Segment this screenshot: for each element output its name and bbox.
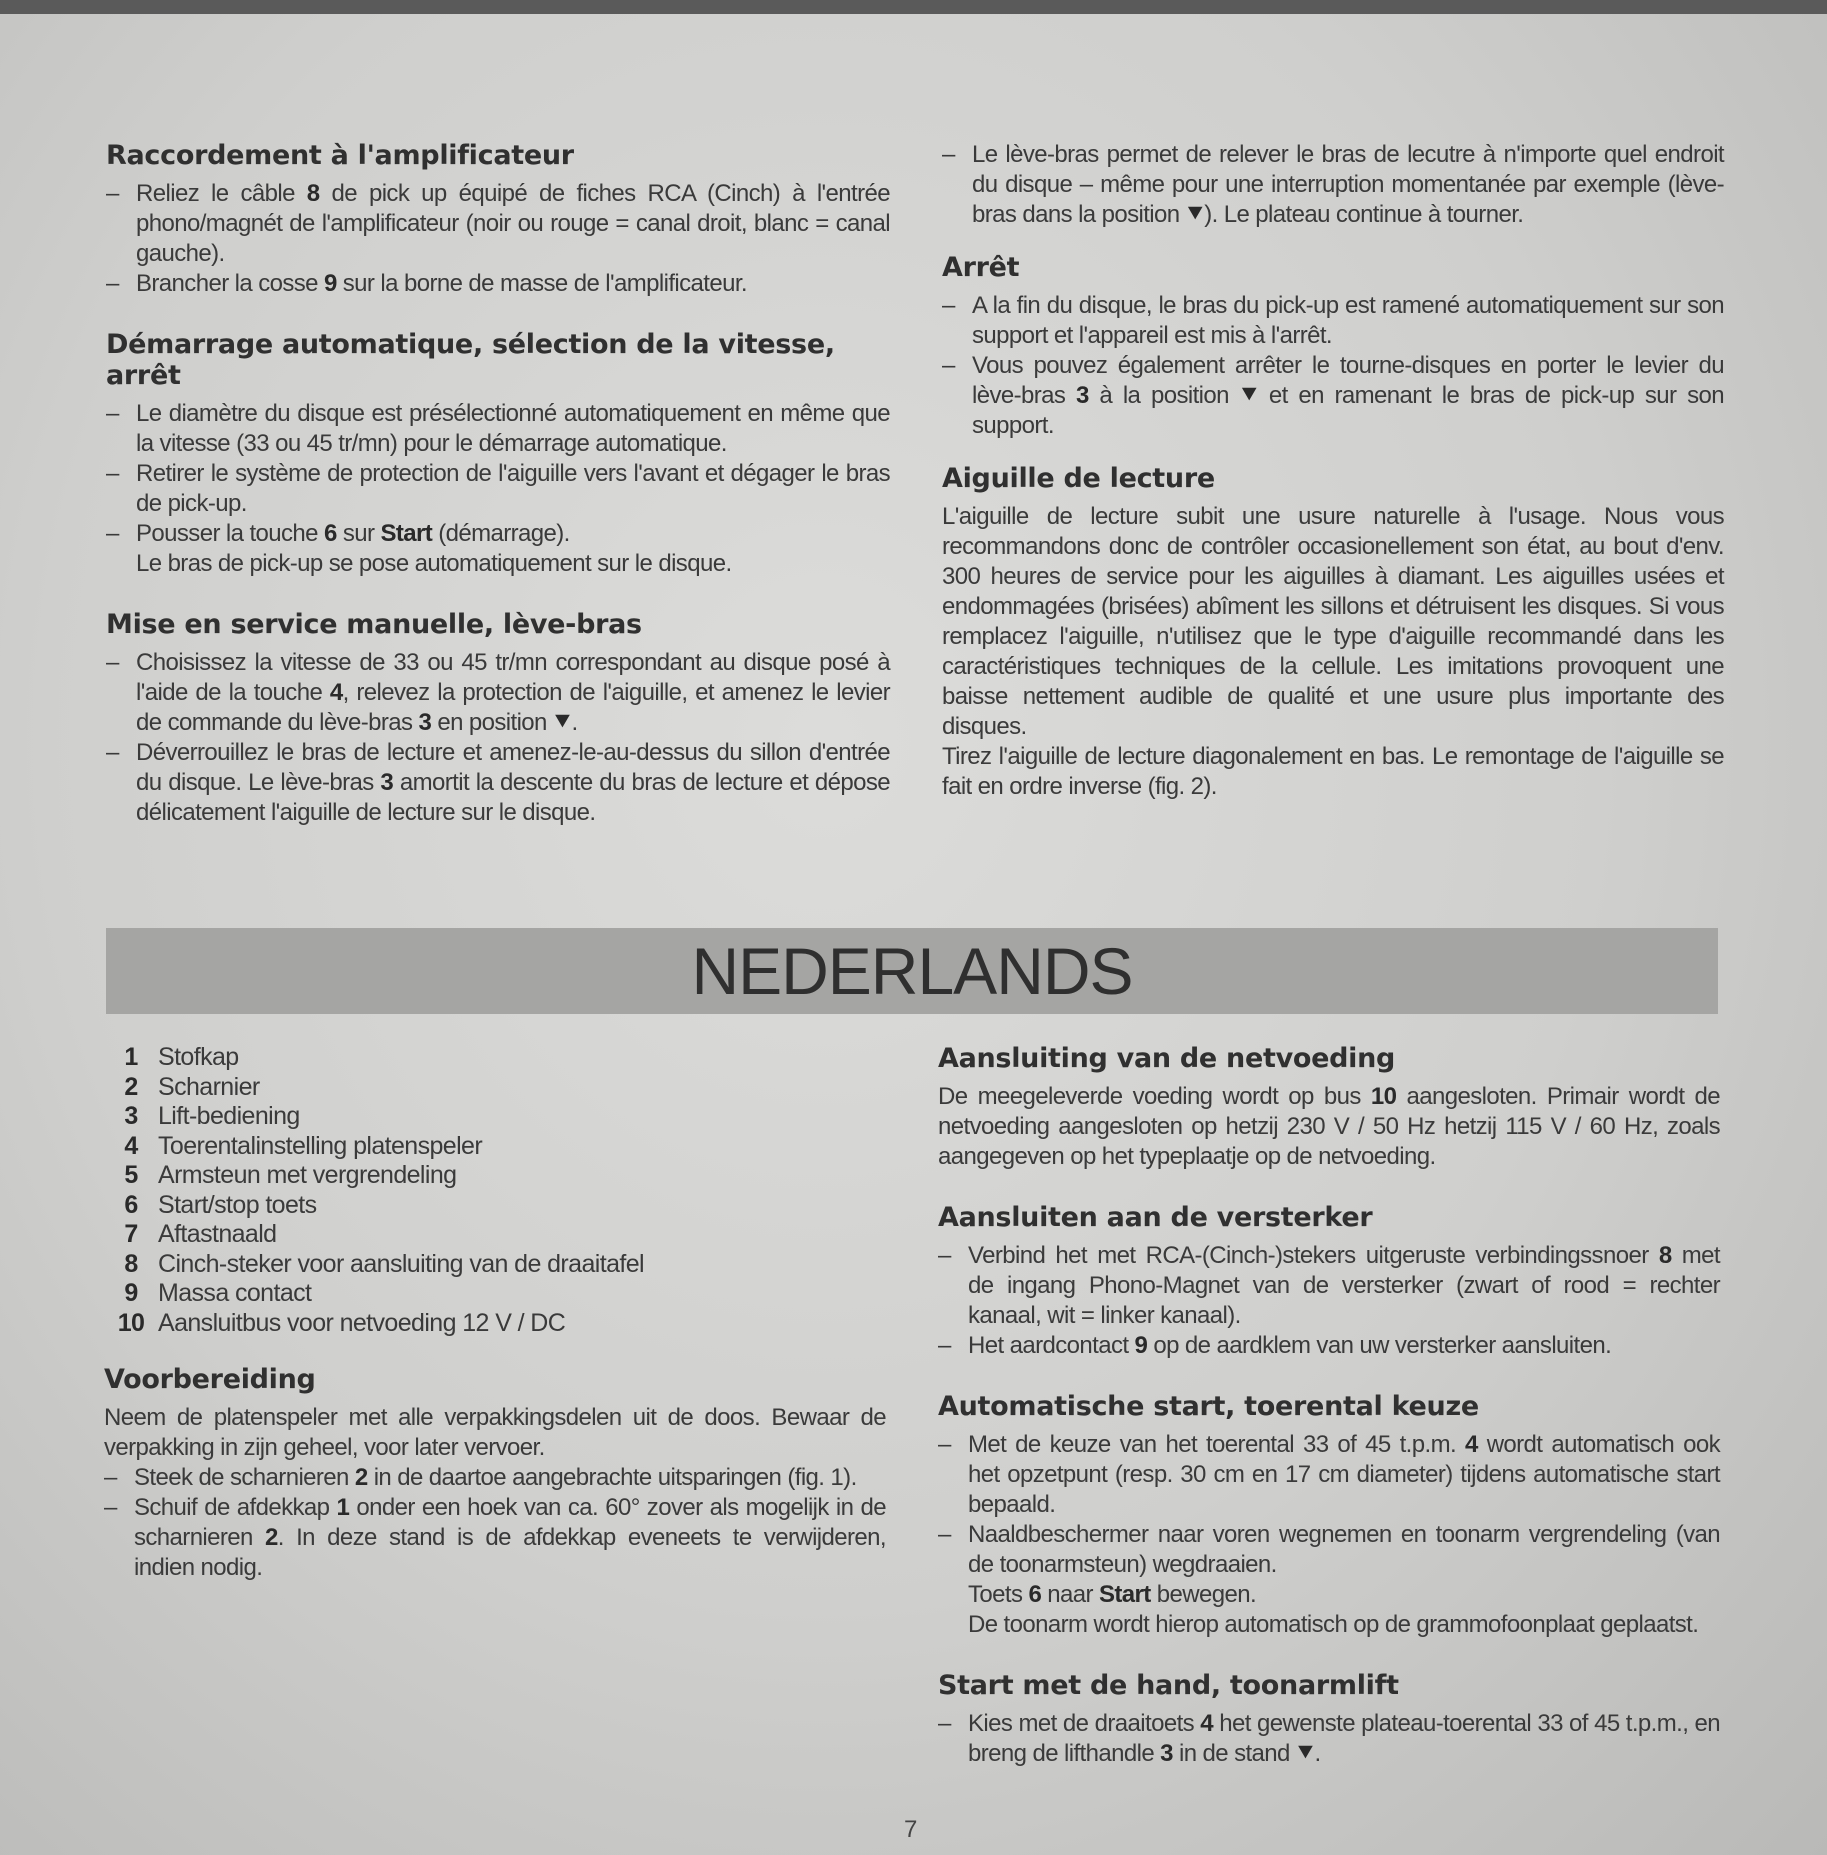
list-item: – Kies met de draaitoets 4 het gewenste plateau-toerental 33 of 45 t.p.m., en breng de lifthandle 3 in de stand ⯆.	[938, 1709, 1720, 1769]
list-item: – A la fin du disque, le bras du pick-up est ramené automatiquement sur son support et l'appareil est mis à l'arrêt.	[942, 291, 1724, 351]
lift-down-icon: ⯆	[1295, 1740, 1315, 1767]
part-item: 4 Toerentalinstelling platenspeler	[124, 1131, 483, 1160]
paragraph-aiguille-1: L'aiguille de lecture subit une usure naturelle à l'usage. Nous vous recommandons donc de contrôler occasionellement son état, au bout d'env. 300 heures de service pour les aiguilles à diamant. Les aiguilles usées et endommagées (brisées) abîment les sillons et détruisent les disques. Si vous remplacez l'aiguille, n'utilisez que le type d'aiguille recommandé dans les caractéristiques techniques de la cellule. Les imitations provoquent une baisse nettement audible de qualité et une usure plus importante des disques.	[942, 503, 1724, 740]
section-arret	[942, 252, 1724, 441]
section-netvoeding	[938, 1043, 1720, 1172]
heading-aiguille: Aiguille de lecture	[942, 463, 1215, 494]
list-versterker	[938, 1241, 1720, 1361]
french-left-column	[106, 140, 890, 858]
part-item: 3 Lift-bediening	[124, 1102, 300, 1130]
list-item: – Déverrouillez le bras de lecture et amenez-le-au-dessus du sillon d'entrée du disque. Le lève-bras 3 amortit la descente du bras de lecture et dépose délicatement l'aiguille de lecture sur le disque.	[106, 738, 890, 828]
heading-demarrage: Démarrage automatique, sélection de la vitesse, arrêt	[106, 329, 835, 391]
heading-netvoeding: Aansluiting van de netvoeding	[938, 1043, 1396, 1074]
part-item: 2 Scharnier	[124, 1072, 260, 1101]
paragraph-netvoeding: De meegeleverde voeding wordt op bus 10 aangesloten. Primair wordt de netvoeding aangesloten op hetzij 230 V / 50 Hz hetzij 115 V / 60 Hz, zoals aangegeven op het typeplaatje op de netvoeding.	[938, 1083, 1720, 1170]
list-item: – Verbind het met RCA-(Cinch-)stekers uitgeruste verbindingssnoer 8 met de ingang Phono-Magnet van de versterker (zwart of rood = rechter kanaal, wit = linker kanaal).	[938, 1241, 1720, 1331]
heading-handstart: Start met de hand, toonarmlift	[938, 1670, 1399, 1701]
list-item: – Brancher la cosse 9 sur la borne de masse de l'amplificateur.	[106, 269, 890, 299]
dutch-right-column	[938, 1043, 1720, 1799]
list-item: – Het aardcontact 9 op de aardklem van uw versterker aansluiten.	[938, 1331, 1720, 1361]
list-voorbereiding	[104, 1463, 886, 1583]
list-arret	[942, 291, 1724, 441]
list-autostart	[938, 1430, 1720, 1640]
lift-down-icon: ⯆	[552, 709, 572, 736]
section-levebras	[942, 140, 1724, 230]
list-item: – Retirer le système de protection de l'aiguille vers l'avant et dégager le bras de pick-up.	[106, 459, 890, 519]
part-item: 7 Aftastnaald	[124, 1220, 277, 1248]
list-demarrage	[106, 399, 890, 579]
top-edge-band	[0, 0, 1827, 14]
list-item-continuation: Le bras de pick-up se pose automatiquement sur le disque.	[136, 550, 732, 577]
section-raccordement	[106, 140, 890, 299]
part-item: 10 Aansluitbus voor netvoeding 12 V / DC	[117, 1308, 566, 1337]
list-item: – Le diamètre du disque est présélectionné automatiquement en même que la vitesse (33 ou 45 tr/mn) pour le démarrage automatique.	[106, 399, 890, 459]
list-item: – Naaldbeschermer naar voren wegnemen en toonarm vergrendeling (van de toonarmsteun) wegdraaien. Toets 6 naar Start bewegen. De toonarm wordt hierop automatisch op de grammofoonplaat geplaatst.	[938, 1520, 1720, 1640]
section-autostart	[938, 1391, 1720, 1640]
lift-down-icon: ⯆	[1185, 201, 1205, 228]
paragraph-aiguille-2: Tirez l'aiguille de lecture diagonalement en bas. Le remontage de l'aiguille se fait en ordre inverse (fig. 2).	[942, 743, 1724, 800]
list-item-continuation: De toonarm wordt hierop automatisch op de grammofoonplaat geplaatst.	[968, 1611, 1699, 1638]
list-item: – Met de keuze van het toerental 33 of 45 t.p.m. 4 wordt automatisch ook het opzetpunt (resp. 30 cm en 17 cm diameter) tijdens automatische start bepaald.	[938, 1430, 1720, 1520]
french-right-column	[942, 140, 1724, 832]
list-item: – Pousser la touche 6 sur Start (démarrage). Le bras de pick-up se pose automatiquement sur le disque.	[106, 519, 890, 579]
list-levebras	[942, 140, 1724, 230]
heading-versterker: Aansluiten aan de versterker	[938, 1202, 1373, 1233]
list-item: – Vous pouvez également arrêter le tourne-disques en porter le levier du lève-bras 3 à la position ⯆ et en ramenant le bras de pick-up sur son support.	[942, 351, 1724, 441]
section-demarrage	[106, 329, 890, 579]
language-banner	[106, 928, 1718, 1014]
banner-title: NEDERLANDS	[691, 934, 1133, 1008]
heading-manuelle: Mise en service manuelle, lève-bras	[106, 609, 642, 640]
page-number: 7	[904, 1816, 918, 1843]
list-handstart	[938, 1709, 1720, 1769]
list-item: – Le lève-bras permet de relever le bras de lecutre à n'importe quel endroit du disque – même pour une interruption momentanée par exemple (lève-bras dans la position ⯆). Le plateau continue à tourner.	[942, 140, 1724, 230]
heading-voorbereiding: Voorbereiding	[104, 1364, 316, 1395]
part-item: 8 Cinch-steker voor aansluiting van de draaitafel	[124, 1249, 644, 1278]
list-raccordement	[106, 179, 890, 299]
section-handstart	[938, 1670, 1720, 1769]
list-item-continuation: Toets 6 naar Start bewegen.	[968, 1581, 1257, 1608]
section-versterker	[938, 1202, 1720, 1361]
list-item: – Choisissez la vitesse de 33 ou 45 tr/mn correspondant au disque posé à l'aide de la touche 4, relevez la protection de l'aiguille, et amenez le levier de commande du lève-bras 3 en position ⯆.	[106, 648, 890, 738]
list-manuelle	[106, 648, 890, 828]
part-item: 9 Massa contact	[124, 1279, 312, 1307]
heading-arret: Arrêt	[942, 252, 1020, 283]
heading-raccordement: Raccordement à l'amplificateur	[106, 140, 574, 171]
heading-autostart: Automatische start, toerental keuze	[938, 1391, 1479, 1422]
parts-list	[104, 1043, 886, 1338]
paragraph-voorbereiding: Neem de platenspeler met alle verpakkingsdelen uit de doos. Bewaar de verpakking in zijn geheel, voor later vervoer.	[104, 1404, 886, 1461]
list-item: – Steek de scharnieren 2 in de daartoe aangebrachte uitsparingen (fig. 1).	[104, 1463, 886, 1493]
part-item: 1 Stofkap	[124, 1043, 239, 1071]
dutch-left-column	[104, 1043, 886, 1613]
section-manuelle	[106, 609, 890, 828]
part-item: 5 Armsteun met vergrendeling	[124, 1161, 457, 1189]
part-item: 6 Start/stop toets	[124, 1190, 317, 1219]
section-aiguille	[942, 463, 1724, 802]
list-item: – Reliez le câble 8 de pick up équipé de fiches RCA (Cinch) à l'entrée phono/magnét de l'amplificateur (noir ou rouge = canal droit, blanc = canal gauche).	[106, 179, 890, 269]
list-item: – Schuif de afdekkap 1 onder een hoek van ca. 60° zover als mogelijk in de scharnieren 2. In deze stand is de afdekkap eveneets te verwijderen, indien nodig.	[104, 1493, 886, 1583]
section-voorbereiding	[104, 1364, 886, 1583]
lift-down-icon: ⯆	[1239, 382, 1259, 409]
